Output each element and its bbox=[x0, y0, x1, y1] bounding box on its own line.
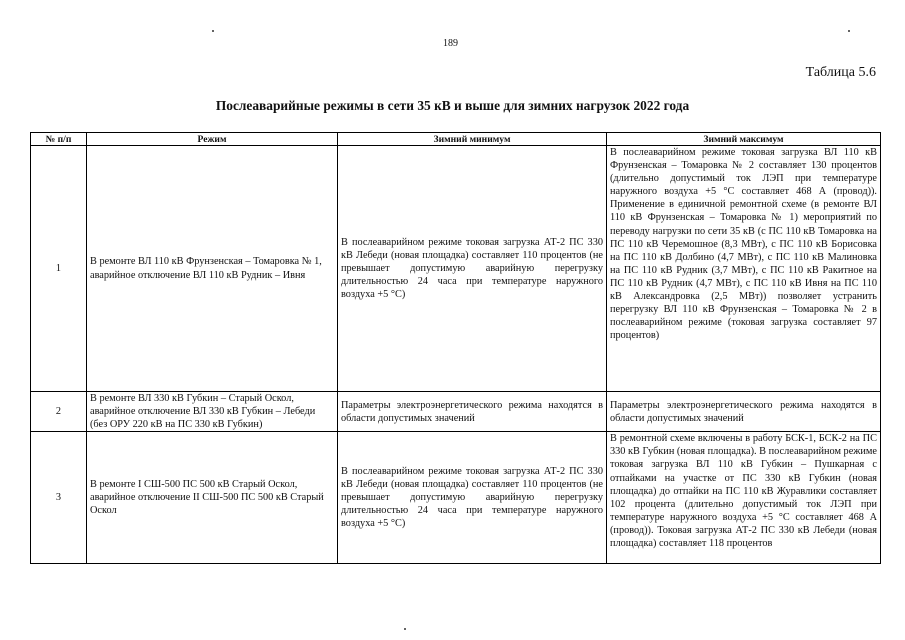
row-winter-min: Параметры электроэнергетического режима находятся в области допустимых значений bbox=[338, 392, 607, 432]
row-number: 3 bbox=[31, 432, 87, 564]
row-mode: В ремонте I СШ-500 ПС 500 кВ Старый Оскол, аварийное отключение II СШ-500 ПС 500 кВ Старый Оскол bbox=[87, 432, 338, 564]
row-mode: В ремонте ВЛ 330 кВ Губкин – Старый Оскол, аварийное отключение ВЛ 330 кВ Губкин – Лебеди (без ОРУ 220 кВ на ПС 330 кВ Губкин) bbox=[87, 392, 338, 432]
scan-speck bbox=[404, 628, 406, 630]
header-winter-max: Зимний максимум bbox=[607, 133, 881, 146]
row-winter-max: В послеаварийном режиме токовая загрузка ВЛ 110 кВ Фрунзенская – Томаровка № 2 составляет 130 процентов (длительно допустимый ток ЛЭП при температуре наружного воздуха +5 °С составляет 468 А (провод)). Применение в единичной ремонтной схеме (в ремонте ВЛ 110 кВ Фрунзенская – Томаровка № 1) мероприятий по переводу нагрузки по сети 35 кВ (с ПС 110 кВ Томаровка на ПС 110 кВ Черемошное (8,3 МВт), с ПС 110 кВ Борисовка на ПС 110 кВ Долбино (4,7 МВт), с ПС 110 кВ Малиновка на ПС 110 кВ Рудник (3,7 МВт), с ПС 110 кВ Ракитное на ПС 110 кВ Рудник (4,7 МВт), с ПС 110 кВ Ивня на ПС 110 кВ Александровка (2,5 МВт)) позволяет устранить перегрузку ВЛ 110 кВ Фрунзенская – Томаровка № 2 в послеаварийном режиме (токовая загрузка составляет 97 процентов) bbox=[607, 146, 881, 392]
header-mode: Режим bbox=[87, 133, 338, 146]
table-row bbox=[31, 392, 881, 432]
scan-speck bbox=[212, 30, 214, 32]
row-mode: В ремонте ВЛ 110 кВ Фрунзенская – Томаровка № 1, аварийное отключение ВЛ 110 кВ Рудник – Ивня bbox=[87, 146, 338, 392]
header-num: № п/п bbox=[31, 133, 87, 146]
row-winter-min: В послеаварийном режиме токовая загрузка АТ-2 ПС 330 кВ Лебеди (новая площадка) составляет 110 процентов (не превышает допустимую аварийную перегрузку длительностью 24 часа при температуре наружного воздуха +5 °С) bbox=[338, 146, 607, 392]
row-number: 2 bbox=[31, 392, 87, 432]
header-winter-min: Зимний минимум bbox=[338, 133, 607, 146]
row-winter-max: В ремонтной схеме включены в работу БСК-1, БСК-2 на ПС 330 кВ Губкин (новая площадка). В послеаварийном режиме токовая загрузка ВЛ 110 кВ Губкин – Пушкарная с отпайками на участке от ПС 330 кВ Губкин (новая площадка) до отпайки на ПС 110 кВ Журавлики составляет 102 процента (длительно допустимый ток ЛЭП при температуре наружного воздуха +5 °С составляет 468 А (провод)). Токовая загрузка АТ-2 ПС 330 кВ Лебеди (новая площадка) составляет 118 процентов bbox=[607, 432, 881, 564]
page-number: 189 bbox=[443, 38, 458, 49]
post-emergency-table bbox=[30, 132, 881, 564]
table-row bbox=[31, 432, 881, 564]
table-title: Послеаварийные режимы в сети 35 кВ и выше для зимних нагрузок 2022 года bbox=[215, 98, 690, 113]
row-winter-max: Параметры электроэнергетического режима находятся в области допустимых значений bbox=[607, 392, 881, 432]
row-number: 1 bbox=[31, 146, 87, 392]
header-row bbox=[31, 133, 881, 146]
row-winter-min: В послеаварийном режиме токовая загрузка АТ-2 ПС 330 кВ Лебеди (новая площадка) составляет 110 процентов (не превышает допустимую аварийную перегрузку длительностью 24 часа при температуре наружного воздуха +5 °С) bbox=[338, 432, 607, 564]
table-label: Таблица 5.6 bbox=[805, 65, 876, 80]
table-row bbox=[31, 146, 881, 392]
scan-speck bbox=[848, 30, 850, 32]
